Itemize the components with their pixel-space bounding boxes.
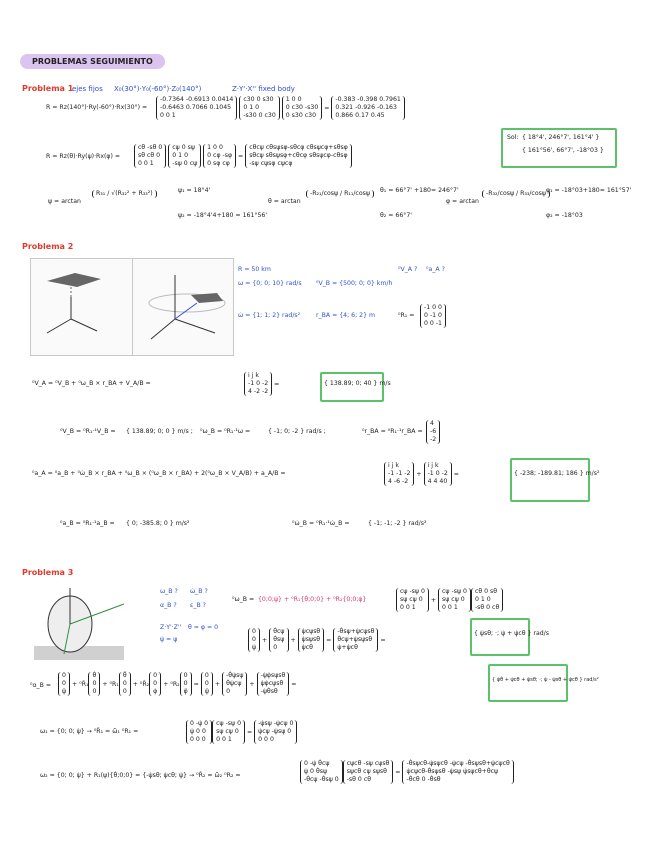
p1-theta-fraction: -R₂₁/cosψ / R₁₁/cosψ (306, 190, 374, 199)
p1-sequence: X₀(30°)·Y₀(-60°)·Z₀(140°) (114, 85, 202, 93)
p2-wb-result: { -1; 0; -2 } rad/s ; (268, 428, 326, 435)
p1-theta-eq: θ = arctan (268, 198, 301, 205)
p2-vb: ⁰V_B = {500; 0; 0} km/h (316, 280, 393, 287)
p1-rotation-eq-1: R = Rz(140°)·Ry(-60°)·Rx(30°) = (46, 104, 148, 111)
p2-r1-matrix: -1 0 0 0 -1 0 0 0 -1 (420, 304, 446, 328)
problem-3-label: Problema 3 (22, 568, 74, 577)
p3-question-wdotb: ω̇_B ? (190, 588, 208, 595)
p3-figure (24, 584, 146, 664)
p3-wb-eq: ⁰ω_B = (232, 596, 255, 603)
p3-rel2: θ = φ = 0 (188, 624, 219, 631)
p2-wb-eq: ⁰ω_B = ⁰R₁·¹ω = (200, 428, 251, 435)
aircraft-axes-diagram (31, 259, 133, 355)
p2-omega: ω = {0; 0; 10} rad/s (238, 280, 302, 287)
p2-question-va: ⁰V_A ? (398, 266, 418, 273)
p1-theta-branch-1: θ₁ = 66°7' +180= 246°7' (380, 187, 459, 194)
p1-rotation-eq-2: R = Rz(θ)·Ry(ψ)·Rx(φ) = (46, 153, 121, 160)
p1-matrix-row-1: -0.7364 -0.6913 0.0414 -0.6463 0.7066 0.1045 0 0 1 c30 0 s30 0 1 0 -s30 0 c30 1 0 0 0 c30 -s30 0 s30 c30 = -0.383 -0.398 0.7961 0.321 -0.926 -0.163 0.866 0.17 0.45 (156, 96, 405, 120)
p1-matrix-row-2: cθ -sθ 0 sθ cθ 0 0 0 1 cψ 0 sψ 0 1 0 -sψ 0 cψ 1 0 0 0 cφ -sφ 0 sφ cφ = cθcψ cθsψsφ-sθcφ cθsψcφ+sθsφ sθcψ sθsψsφ+cθcφ sθsψcφ-cθsφ -sψ cψsφ cψcφ (134, 144, 352, 168)
p3-wb-matrices: cψ -sψ 0 sψ cψ 0 0 0 1 + cψ -sψ 0 sψ cψ 0 0 0 1cθ 0 sθ 0 1 0 -sθ 0 cθ (396, 588, 503, 612)
p1-phi-fraction: -R₃₂/cosψ / R₃₃/cosψ (482, 190, 550, 199)
p2-rba-result: 4 -6 -2 (426, 420, 440, 444)
axis-x (47, 319, 71, 333)
p2-r1-label: ⁰R₁ = (398, 312, 415, 319)
p3-w2-matrices: 0 -ψ̇ θ̇cψ ψ̇ 0 θ̇sψ -θ̇cψ -θ̇sψ 0cψcθ -sψ cψsθ sψcθ cψ sψsθ -sθ 0 cθ = -θ̇sψcθ-ψ̇sψcθ -ψ̇cψ -θ̇sψsθ+ψ̇cψcθ ψ̇cψcθ-θ̇sψsθ -ψ̇sψ ψ̇sψcθ+θ̇cψ -θ̇cθ 0 -θ̇sθ (300, 760, 514, 784)
problem-1-label: Problema 1 (22, 84, 74, 93)
p2-rba: r_BA = {4; 6; 2} m (316, 312, 376, 319)
p3-alpha-eq: ⁰α_B = (30, 682, 52, 689)
radius-vector (175, 303, 197, 319)
p1-phi-branch-2: φ₂ = -18°03 (546, 212, 583, 219)
p2-omega-dot: ω̇ = {1; 1; 2} rad/s² (238, 312, 301, 319)
p2-question-aa: ⁰a_A ? (426, 266, 445, 273)
p1-psi-branch-1: ψ₁ = 18°4' (178, 187, 211, 194)
p1-psi-eq: ψ = arctan (48, 198, 81, 205)
p2-figure-right (132, 258, 234, 356)
p3-w1-matrices: 0 -ψ̇ 0 ψ̇ 0 0 0 0 0cψ -sψ 0 sψ cψ 0 0 0 1 = -ψ̇sψ -ψ̇cψ 0 ψ̇cψ -ψ̇sψ 0 0 0 0 (186, 720, 297, 744)
p3-question-epsilon: ε_B ? (190, 602, 206, 609)
p2-aa-eq: ⁰a_A = ⁰a_B + ⁰ω̇_B × r_BA + ⁰ω_B × (⁰ω_B × r_BA) + 2(⁰ω_B × V_A/B) + a_A/B = (32, 470, 286, 477)
p2-ab-result: { 0; -385.8; 0 } m/s² (126, 520, 190, 527)
p1-sol-label: Sol: (507, 134, 519, 141)
p2-aa-cross: i j k -1 -1 -2 4 -6 -2 + i j k -1 0 -2 4 4 40 = (384, 462, 459, 486)
p1-phi-branch-1: φ₁ = -18°03+180= 161°57' (546, 187, 632, 194)
p3-wb-result: { ψ̇sθ; ·; ψ̇ + ψ̇cθ } rad/s (474, 630, 549, 637)
p2-aa-result-box (510, 458, 590, 502)
axis-y (175, 319, 215, 333)
p2-rba-eq: ⁰r_BA = ⁰R₁·¹r_BA = (362, 428, 423, 435)
p2-va-eq: ⁰V_A = ⁰V_B + ⁰ω_B × r_BA + V_A/B = (32, 380, 151, 387)
aircraft-orbit-diagram (133, 259, 233, 355)
p3-question-alpha: α_B ? (160, 602, 177, 609)
p1-subtitle: ejes fijos (72, 85, 103, 93)
p2-aa-result: { -238; -189.81; 186 } m/s² (514, 470, 600, 477)
p1-solution-1: { 18°4', 246°7', 161°4' } (522, 134, 600, 141)
p3-alpha-expansion: 0 0 ψ̈ + ⁰R̃₁θ̇ 0 0 + ⁰R₁θ̈ 0 0 + ⁰R̃₂0 0 φ̇ + ⁰R₂0 0 φ̈ = 0 0 ψ̈ + -θ̇ψ̇sψ θ̇ψ̇cψ 0 + -ψ̇φ̇sψsθ ψ̇φ̇cψsθ -ψ̇θ̇sθ = (58, 672, 296, 696)
p2-ab-eq: ⁰a_B = ⁰R₁·¹a_B = (60, 520, 115, 527)
p3-w2-eq: ω₂ = {0; 0; ψ̇} + R₁(ψ){θ̇;0;0} = {-ψ̇sθ; ψ̇cθ; ψ̇} → ⁰R̃₂ = ω̃₂ ⁰R₂ = (40, 772, 241, 779)
p3-wb-mid: {0;0;ψ̇} + ⁰R₁{θ̇;0;0} + ⁰R₂{0;0;φ̇} (258, 596, 367, 603)
p2-given-radius: R = 50 km (238, 266, 271, 273)
problem-2-label: Problema 2 (22, 242, 74, 251)
p1-sequence-note: Z·Y'·X'' fixed body (232, 85, 295, 93)
p1-psi-fraction: R₃₁ / √(R₃₂² + R₃₃²) (92, 190, 157, 199)
p3-rel1: ψ̇ = ψ (160, 636, 178, 643)
aircraft-shape (47, 273, 101, 287)
p3-wb-expansion: 0 0 ψ̇ + θ̇cψ θ̇sψ 0 + ψ̇cψsθ ψ̇sψsθ ψ̇cθ = -θ̇sψ+ψ̇cψsθ θ̇cψ+ψ̇sψsθ ψ̇+ψ̇cθ = (248, 628, 386, 652)
p2-vb-eq: ⁰V_B = ⁰R₁·¹V_B = (60, 428, 116, 435)
p3-angles: Z·Y'·Z'' (160, 624, 182, 631)
p2-vb-result: { 138.89; 0; 0 } m/s ; (126, 428, 193, 435)
p1-psi-branch-2: ψ₂ = -18°4'4+180 = 161°56' (178, 212, 268, 219)
p3-question-wb: ω_B ? (160, 588, 178, 595)
p3-w1-eq: ω₁ = {0; 0; ψ̇} → ⁰R̃₁ = ω̃₁ ⁰R₁ = (40, 728, 139, 735)
p2-va-cross: i j k -1 0 -2 4 -2 -2 = (244, 372, 279, 396)
p2-figure-left (30, 258, 134, 356)
disk-rotation-diagram (24, 584, 146, 664)
p1-theta-branch-2: θ₂ = 66°7' (380, 212, 412, 219)
p3-alpha-result: { ψ̇θ̇ + ψ̇cθ + ψ̇sθ; ·; ψ̇ - ψ̇sθ + ψ̇cθ } rad/s² (492, 677, 599, 683)
axis-y (71, 319, 97, 331)
p2-wdot-eq: ⁰ω̇_B = ⁰R₁·¹ω̇_B = (292, 520, 350, 527)
p1-solution-2: { 161°56', 66°7', -18°03 } (522, 147, 604, 154)
p2-va-result: { 138.89; 0; 40 } m/s (324, 380, 391, 387)
axis-x (151, 319, 175, 339)
p2-wdot-result: { -1; -1; -2 } rad/s² (368, 520, 427, 527)
page-title: PROBLEMAS SEGUIMIENTO (20, 54, 165, 69)
p1-phi-eq: φ = arctan (446, 198, 479, 205)
